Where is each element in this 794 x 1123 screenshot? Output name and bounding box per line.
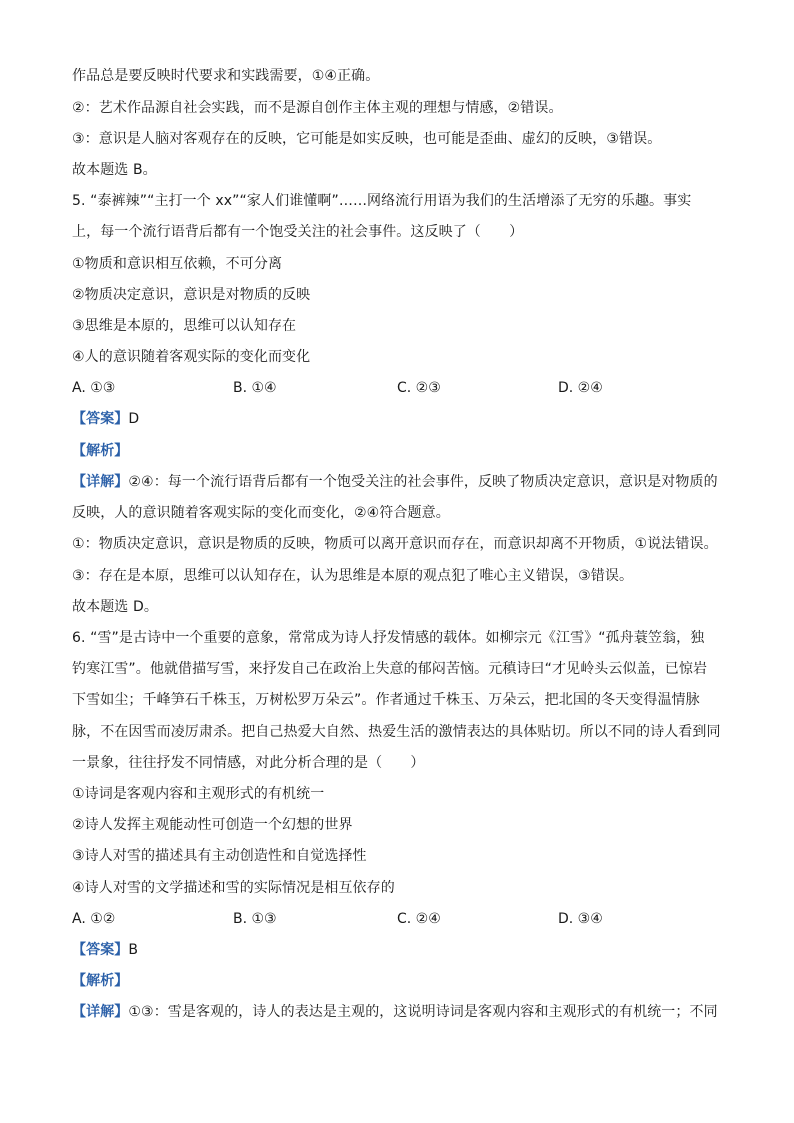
text-line: 作品总是要反映时代要求和实践需要，①④正确。 bbox=[72, 68, 380, 84]
text-line: 反映，人的意识随着客观实际的变化而变化，②④符合题意。 bbox=[72, 505, 450, 521]
statement-item: ②物质决定意识，意识是对物质的反映 bbox=[72, 287, 311, 303]
answer-line bbox=[72, 409, 139, 429]
detail-line bbox=[72, 1002, 718, 1022]
choice-b: B. ①④ bbox=[233, 380, 277, 396]
text-line: 故本题选 D。 bbox=[72, 599, 158, 615]
answer-line bbox=[72, 940, 138, 960]
text-line: ①：物质决定意识，意识是物质的反映，物质可以离开意识而存在，而意识却离不开物质，①说法错误。 bbox=[72, 536, 718, 552]
detail-tag: 【详解】 bbox=[72, 474, 129, 490]
statement-item: ④人的意识随着客观实际的变化而变化 bbox=[72, 349, 311, 365]
statement-item: ①物质和意识相互依赖，不可分离 bbox=[72, 256, 283, 272]
detail-tag: 【详解】 bbox=[72, 1004, 129, 1020]
answer-value: D bbox=[128, 411, 140, 427]
question-6-stem: 脉，不在因雪而凌厉肃杀。把自己热爱大自然、热爱生活的激情表达的具体贴切。所以不同的诗人看到同 bbox=[72, 724, 721, 740]
statement-item: ④诗人对雪的文学描述和雪的实际情况是相互依存的 bbox=[72, 880, 395, 896]
text-line: 故本题选 B。 bbox=[72, 162, 157, 178]
choice-a: A. ①② bbox=[72, 911, 116, 927]
choice-c: C. ②③ bbox=[397, 380, 441, 396]
statement-item: ②诗人发挥主观能动性可创造一个幻想的世界 bbox=[72, 817, 353, 833]
choice-b: B. ①③ bbox=[233, 911, 277, 927]
question-6-stem: 下雪如尘；千峰笋石千株玉，万树松罗万朵云”。作者通过千株玉、万朵云，把北国的冬天变得温情脉 bbox=[72, 692, 700, 708]
answer-value: B bbox=[128, 942, 139, 958]
choice-c: C. ②④ bbox=[397, 911, 441, 927]
text-line: ③：意识是人脑对客观存在的反映，它可能是如实反映，也可能是歪曲、虚幻的反映，③错误。 bbox=[72, 131, 662, 147]
detail-text: ②④：每一个流行语背后都有一个饱受关注的社会事件，反映了物质决定意识，意识是对物质的 bbox=[128, 474, 718, 490]
choice-d: D. ②④ bbox=[558, 380, 603, 396]
analysis-line bbox=[72, 971, 128, 991]
choice-d: D. ③④ bbox=[558, 911, 603, 927]
question-5-stem: 上，每一个流行语背后都有一个饱受关注的社会事件。这反映了（ ） bbox=[72, 224, 524, 240]
analysis-tag: 【解析】 bbox=[72, 973, 129, 989]
statement-item: ③思维是本原的，思维可以认知存在 bbox=[72, 318, 297, 334]
question-6-stem: 6. “雪”是古诗中一个重要的意象，常常成为诗人抒发情感的载体。如柳宗元《江雪》“孤舟蓑笠翁，独 bbox=[72, 630, 705, 646]
question-5-stem: 5. “泰裤辣”“主打一个 xx”“家人们谁懂啊”……网络流行用语为我们的生活增添了无穷的乐趣。事实 bbox=[72, 193, 692, 209]
detail-line bbox=[72, 472, 718, 492]
statement-item: ③诗人对雪的描述具有主动创造性和自觉选择性 bbox=[72, 848, 367, 864]
statement-item: ①诗词是客观内容和主观形式的有机统一 bbox=[72, 786, 325, 802]
text-line: ②：艺术作品源自社会实践，而不是源自创作主体主观的理想与情感，②错误。 bbox=[72, 100, 563, 116]
question-6-stem: 钓寒江雪”。他就借描写雪，来抒发自己在政治上失意的郁闷苦恼。元稹诗曰“才见岭头云似盖，已惊岩 bbox=[72, 661, 708, 677]
answer-tag: 【答案】 bbox=[72, 942, 129, 958]
detail-text: ①③：雪是客观的，诗人的表达是主观的，这说明诗词是客观内容和主观形式的有机统一；不同 bbox=[128, 1004, 718, 1020]
answer-tag: 【答案】 bbox=[72, 411, 129, 427]
analysis-line bbox=[72, 441, 128, 461]
choice-a: A. ①③ bbox=[72, 380, 116, 396]
question-6-stem: 一景象，往往抒发不同情感，对此分析合理的是（ ） bbox=[72, 755, 425, 771]
analysis-tag: 【解析】 bbox=[72, 443, 129, 459]
text-line: ③：存在是本原，思维可以认知存在，认为思维是本原的观点犯了唯心主义错误，③错误。 bbox=[72, 568, 634, 584]
